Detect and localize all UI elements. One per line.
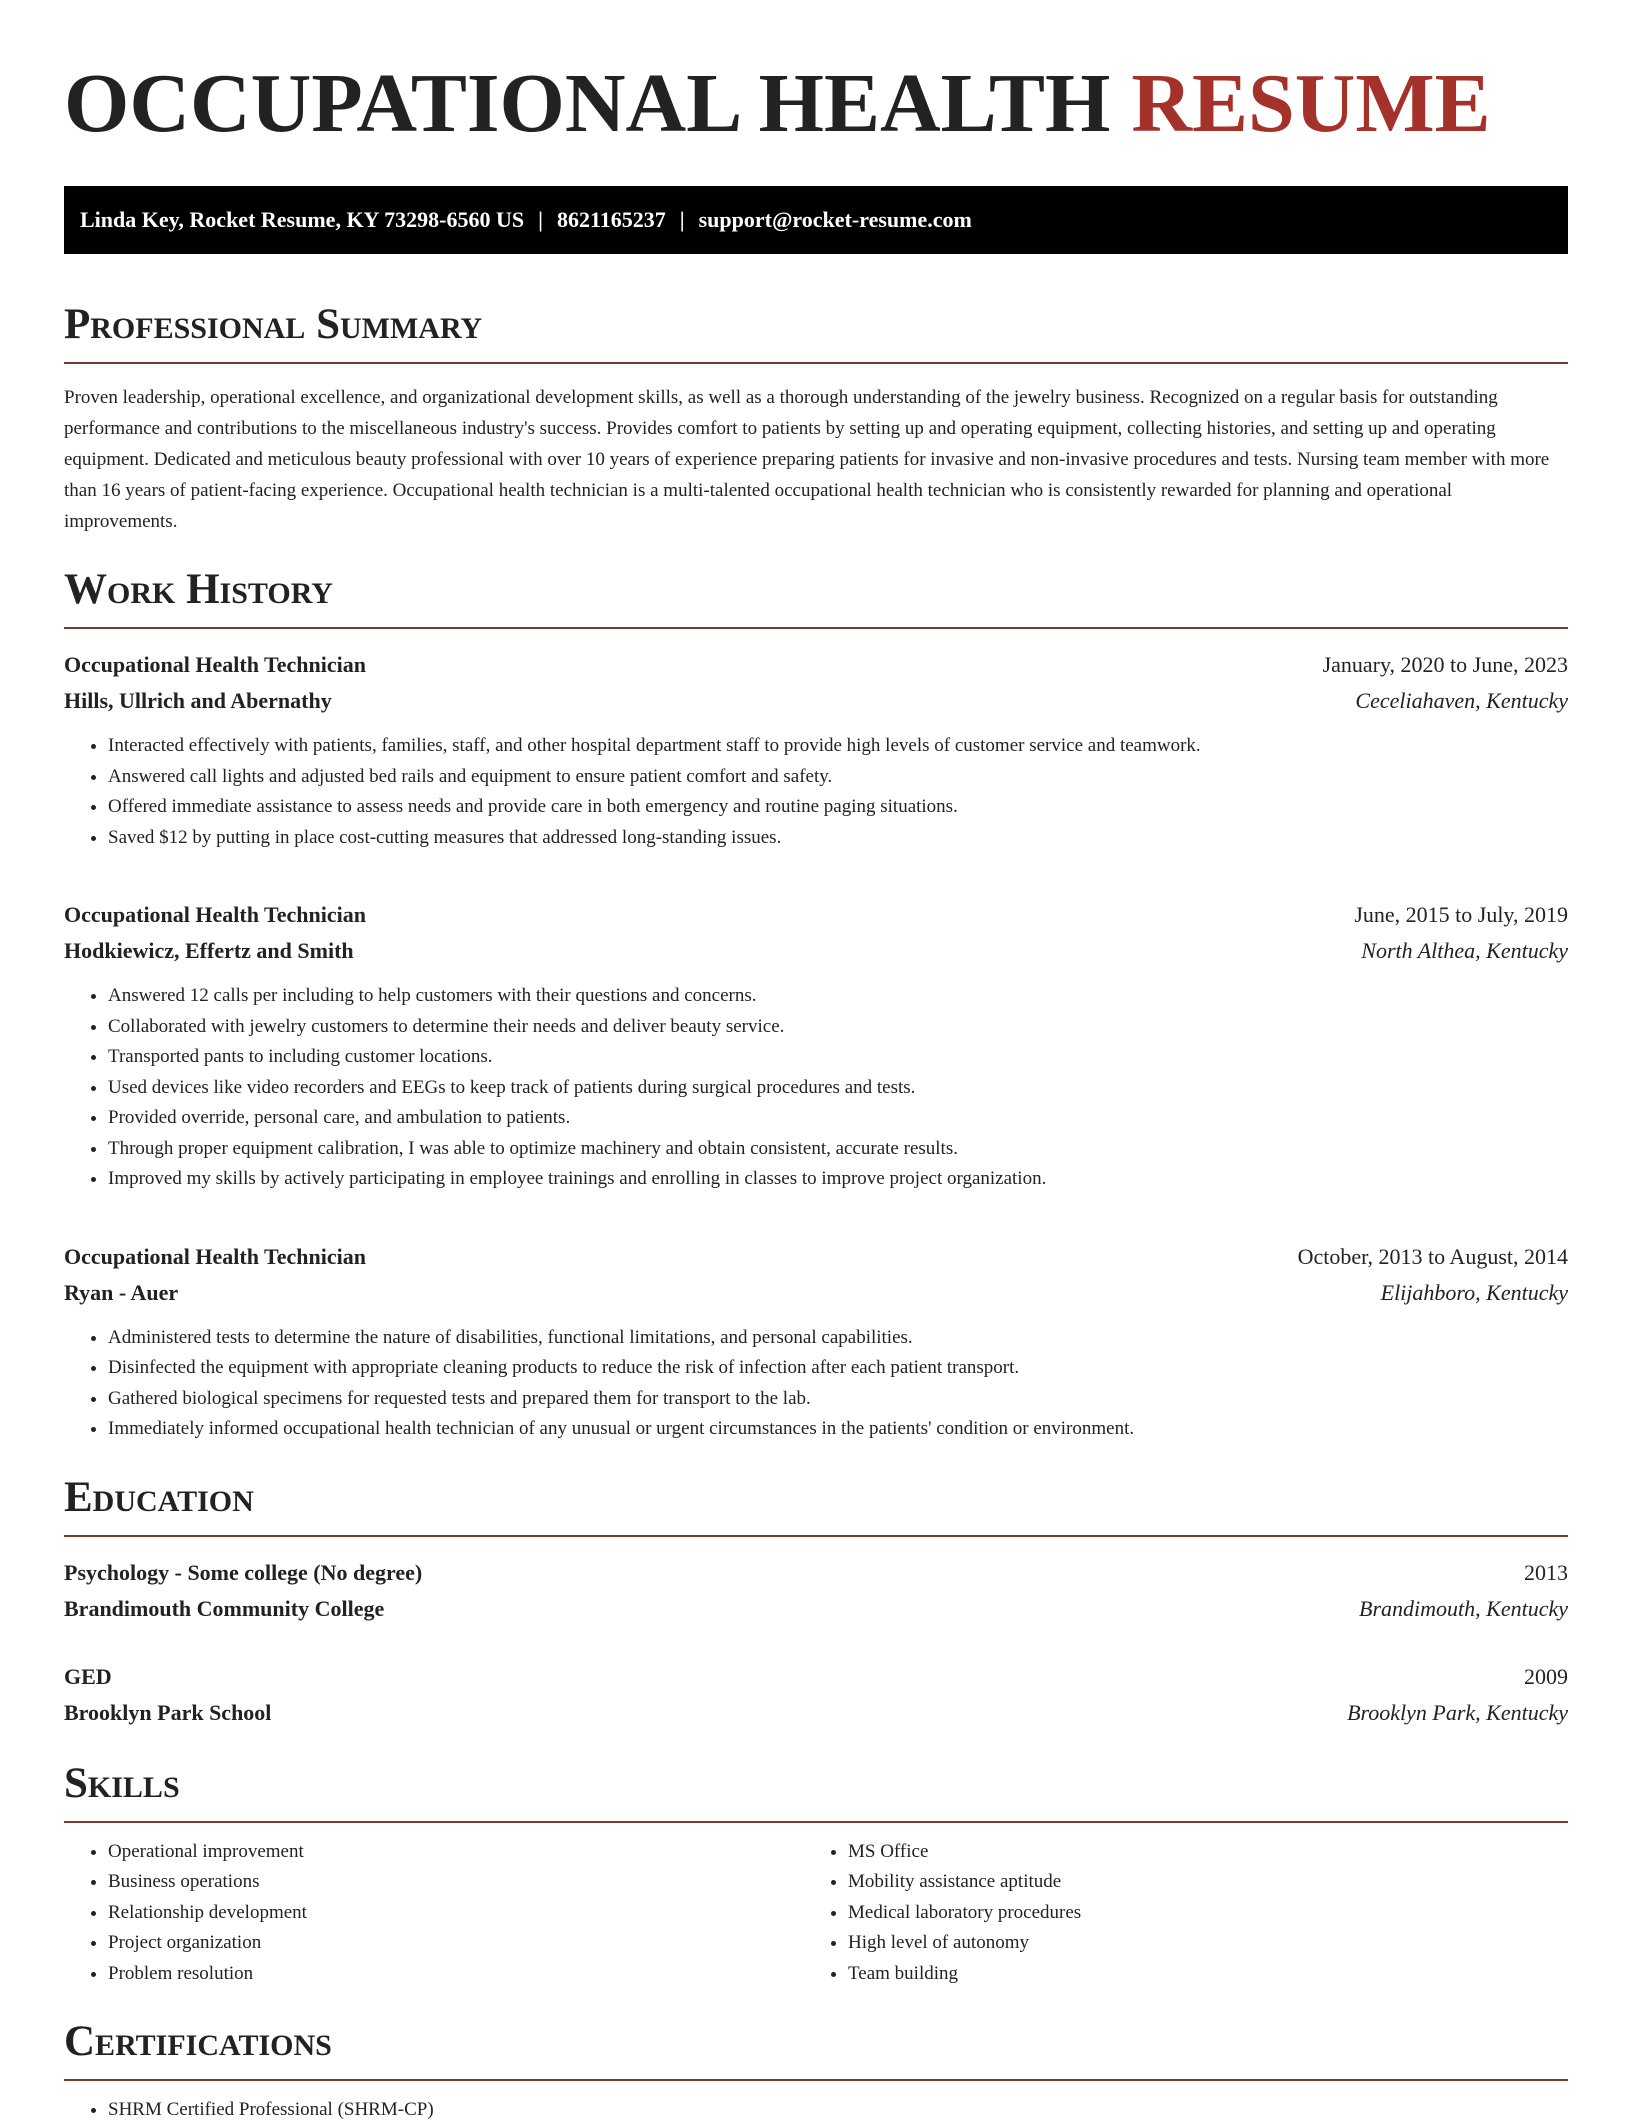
certification-item: • SHRM Certified Professional (SHRM-CP): [108, 2095, 1568, 2126]
job-bullet: • Immediately informed occupational health technician of any unusual or urgent circumstances in the patients' condition or environment.: [108, 1414, 1568, 1445]
job-bullet: • Provided override, personal care, and ambulation to patients.: [108, 1103, 1568, 1134]
contact-name-address: Linda Key, Rocket Resume, KY 73298-6560 US: [80, 207, 525, 232]
job-dates: January, 2020 to June, 2023: [1322, 652, 1568, 677]
job-bullet: • Saved $12 by putting in place cost-cutting measures that addressed long-standing issues.: [108, 823, 1568, 854]
skills-section: [64, 1759, 1568, 1990]
skills-columns: [64, 1837, 1568, 1990]
skill-item: • Mobility assistance aptitude: [848, 1867, 1544, 1898]
education-location: Brooklyn Park, Kentucky: [1347, 1699, 1568, 1725]
education-school: Brooklyn Park School: [64, 1699, 272, 1725]
job-entry: [64, 647, 1568, 853]
job-bullet: • Answered call lights and adjusted bed rails and equipment to ensure patient comfort and safety.: [108, 762, 1568, 793]
skill-item: • Team building: [848, 1959, 1544, 1990]
job-bullet: • Collaborated with jewelry customers to determine their needs and deliver beauty service.: [108, 1012, 1568, 1043]
skill-item: • Problem resolution: [108, 1959, 804, 1990]
work-section: [64, 565, 1568, 1445]
job-bullet: • Transported pants to including customer locations.: [108, 1042, 1568, 1073]
job-title: Occupational Health Technician: [64, 902, 366, 927]
certifications-section: [64, 2017, 1568, 2126]
skill-item: • Relationship development: [108, 1898, 804, 1929]
skills-heading: Skills: [64, 1759, 1568, 1823]
job-company: Hills, Ullrich and Abernathy: [64, 688, 332, 713]
job-bullet: • Through proper equipment calibration, I was able to optimize machinery and obtain consistent, accurate results.: [108, 1134, 1568, 1165]
skill-item: • High level of autonomy: [848, 1928, 1544, 1959]
education-degree: Psychology - Some college (No degree): [64, 1559, 423, 1585]
job-bullets: [64, 981, 1568, 1195]
job-bullet: • Disinfected the equipment with appropriate cleaning products to reduce the risk of infection after each patient transport.: [108, 1353, 1568, 1384]
job-title: Occupational Health Technician: [64, 1243, 366, 1269]
job-bullet: • Interacted effectively with patients, families, staff, and other hospital department staff to provide high levels of customer service and teamwork.: [108, 731, 1568, 762]
contact-separator: |: [538, 207, 543, 232]
skill-item: • Medical laboratory procedures: [848, 1898, 1544, 1929]
resume-title: [64, 56, 1568, 152]
job-entry: [64, 897, 1568, 1195]
contact-bar: [64, 186, 1568, 254]
job-location: North Althea, Kentucky: [1361, 938, 1568, 963]
education-school: Brandimouth Community College: [64, 1595, 385, 1621]
job-bullet: • Improved my skills by actively participating in employee trainings and enrolling in classes to improve project organization.: [108, 1164, 1568, 1195]
title-accent: RESUME: [1131, 57, 1491, 150]
skill-item: • MS Office: [848, 1837, 1544, 1868]
education-entry: [64, 1555, 1568, 1627]
job-bullets: [64, 1323, 1568, 1445]
contact-separator: |: [679, 207, 685, 232]
skill-item: • Operational improvement: [108, 1837, 804, 1868]
skill-item: • Business operations: [108, 1867, 804, 1898]
contact-email: support@rocket-resume.com: [698, 207, 972, 232]
job-bullets: [64, 731, 1568, 853]
education-entry: [64, 1659, 1568, 1731]
job-dates: October, 2013 to August, 2014: [1297, 1243, 1568, 1269]
job-bullet: • Offered immediate assistance to assess needs and provide care in both emergency and routine paging situations.: [108, 792, 1568, 823]
title-main: OCCUPATIONAL HEALTH: [64, 57, 1111, 150]
job-bullet: • Gathered biological specimens for requested tests and prepared them for transport to the lab.: [108, 1384, 1568, 1415]
job-company: Ryan - Auer: [64, 1279, 179, 1305]
job-title: Occupational Health Technician: [64, 652, 366, 677]
contact-phone: 8621165237: [556, 207, 666, 232]
job-bullet: • Administered tests to determine the nature of disabilities, functional limitations, and personal capabilities.: [108, 1323, 1568, 1354]
work-heading: Work History: [64, 565, 1568, 629]
job-company: Hodkiewicz, Effertz and Smith: [64, 938, 354, 963]
job-entry: [64, 1239, 1568, 1445]
education-location: Brandimouth, Kentucky: [1359, 1595, 1568, 1621]
job-location: Ceceliahaven, Kentucky: [1355, 688, 1568, 713]
skill-item: • Project organization: [108, 1928, 804, 1959]
education-year: 2009: [1524, 1663, 1568, 1689]
summary-text: Proven leadership, operational excellence, and organizational development skills, as well as a thorough understanding of the jewelry business. Recognized on a regular basis for outstanding performance and contributions to the miscellaneous industry's success. Provides comfort to patients by setting up and operating equipment, collecting histories, and setting up and operating equipment. Dedicated and meticulous beauty professional with over 10 years of experience preparing patients for invasive and non-invasive procedures and tests. Nursing team member with more than 16 years of patient-facing experience. Occupational health technician is a multi-talented occupational health technician who is consistently rewarded for planning and operational improvements.: [64, 387, 1550, 532]
job-bullet: • Used devices like video recorders and EEGs to keep track of patients during surgical procedures and tests.: [108, 1073, 1568, 1104]
job-bullet: • Answered 12 calls per including to help customers with their questions and concerns.: [108, 981, 1568, 1012]
skills-column-left: [64, 1837, 804, 1990]
education-degree: GED: [64, 1663, 112, 1689]
education-year: 2013: [1524, 1559, 1568, 1585]
job-dates: June, 2015 to July, 2019: [1354, 902, 1568, 927]
summary-heading: Professional Summary: [64, 300, 1568, 364]
skills-column-right: [804, 1837, 1544, 1990]
summary-section: [64, 300, 1568, 537]
certifications-heading: Certifications: [64, 2017, 1568, 2081]
job-location: Elijahboro, Kentucky: [1380, 1279, 1568, 1305]
education-heading: Education: [64, 1473, 1568, 1537]
education-section: [64, 1473, 1568, 1731]
certification-list: [64, 2095, 1568, 2126]
